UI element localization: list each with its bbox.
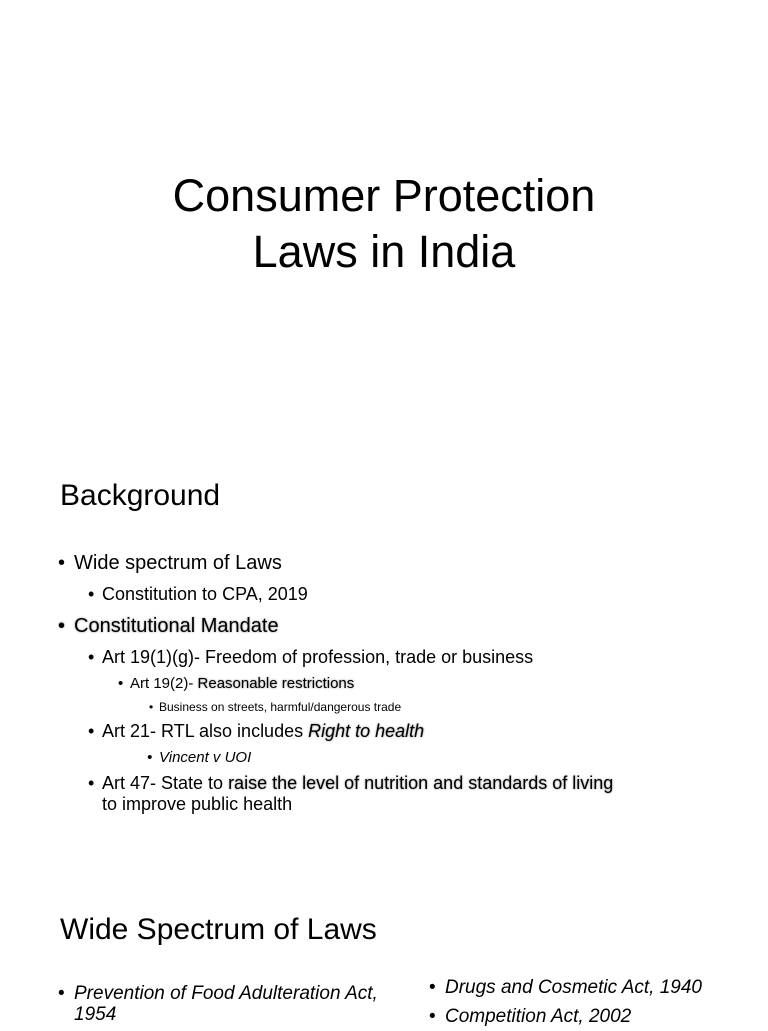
bullet-text: Art 21- RTL also includes [102, 721, 309, 741]
list-item [88, 647, 534, 668]
bullet-text: Art 19(1)(g)- Freedom of profession, trade or business [102, 647, 534, 667]
bullet-icon: • [149, 700, 154, 714]
title-line-2: Laws in India [252, 226, 516, 277]
bullet-text: Business on streets, harmful/dangerous trade [159, 700, 402, 714]
list-item [58, 615, 279, 638]
bullet-text: Prevention of Food Adulteration Act, [74, 983, 378, 1004]
bullet-icon: • [88, 773, 95, 793]
right-column [429, 973, 702, 1031]
bullet-emphasis: Right to health [308, 721, 425, 741]
bullet-text: Art 19(2)- [130, 675, 198, 692]
bullet-text: Constitution to CPA, 2019 [102, 584, 308, 604]
title-line-1: Consumer Protection [172, 170, 596, 221]
list-item [147, 749, 252, 766]
list-item [58, 552, 282, 575]
bullet-icon: • [429, 1006, 436, 1027]
main-title [0, 168, 768, 280]
bullet-text: Wide spectrum of Laws [74, 552, 282, 574]
bullet-emphasis: raise the level of nutrition and standards of living [228, 773, 614, 793]
bullet-icon: • [88, 584, 95, 604]
list-item [88, 584, 308, 605]
list-item [429, 1002, 702, 1031]
background-heading: Background [60, 479, 221, 512]
list-item [58, 983, 378, 1025]
bullet-emphasis: Reasonable restrictions [197, 675, 355, 692]
list-item [118, 675, 355, 692]
bullet-text: Vincent v UOI [159, 749, 252, 766]
bullet-text-cont: 1954 [74, 1004, 117, 1025]
bullet-icon: • [88, 721, 95, 741]
bullet-text: Art 47- State to [102, 773, 229, 793]
list-item [88, 721, 425, 742]
bullet-continuation: to improve public health [102, 794, 293, 814]
left-column [58, 983, 378, 1025]
spectrum-heading: Wide Spectrum of Laws [60, 913, 377, 946]
bullet-icon: • [88, 647, 95, 667]
list-item [429, 973, 702, 1002]
bullet-icon: • [58, 615, 66, 637]
bullet-icon: • [429, 977, 436, 998]
bullet-text: Drugs and Cosmetic Act, 1940 [445, 977, 702, 998]
bullet-icon: • [147, 749, 153, 766]
bullet-icon: • [58, 983, 65, 1004]
title-slide [0, 0, 768, 440]
list-item [88, 773, 614, 815]
bullet-text: Constitutional Mandate [74, 615, 279, 637]
bullet-icon: • [58, 552, 66, 574]
list-item [149, 700, 402, 714]
bullet-text: Competition Act, 2002 [445, 1006, 632, 1027]
bullet-icon: • [118, 675, 124, 692]
